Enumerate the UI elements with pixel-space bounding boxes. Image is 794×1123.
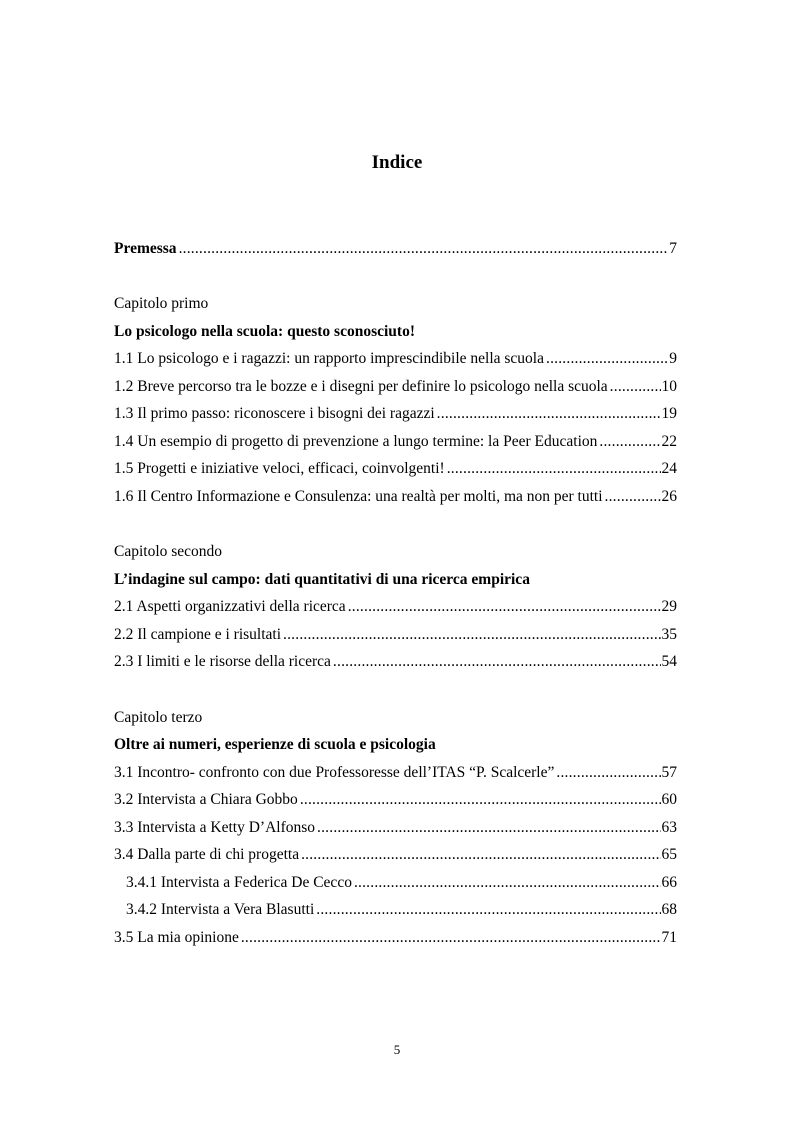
leader-dots [316, 899, 660, 921]
toc-entry-page: 9 [669, 350, 677, 367]
leader-dots [241, 927, 661, 949]
toc-entry-page: 71 [661, 929, 677, 946]
toc-entry[interactable] [114, 844, 677, 866]
toc-entry-label: 1.3 Il primo passo: riconoscere i bisogni dei ragazzi [114, 405, 435, 422]
toc-entry-label: 3.2 Intervista a Chiara Gobbo [114, 791, 298, 808]
chapter-title: Oltre ai numeri, esperienze di scuola e psicologia [114, 736, 436, 753]
toc-entry[interactable] [114, 348, 677, 370]
page-number: 5 [393, 1042, 401, 1057]
toc-entry[interactable] [114, 762, 677, 784]
toc-entry[interactable] [114, 651, 677, 673]
toc-entry-page: 66 [661, 874, 677, 891]
leader-dots [599, 431, 660, 453]
leader-dots [437, 403, 661, 425]
toc-entry-page: 65 [661, 846, 677, 863]
leader-dots [605, 486, 661, 508]
toc-entry-label: 1.6 Il Centro Informazione e Consulenza: una realtà per molti, ma non per tutti [114, 488, 603, 505]
toc-entry[interactable] [114, 431, 677, 453]
leader-dots [546, 348, 668, 370]
leader-dots [333, 651, 661, 673]
toc-subentry[interactable] [126, 872, 677, 894]
toc-entry[interactable] [114, 624, 677, 646]
toc-entry[interactable] [114, 789, 677, 811]
toc-entry-label: 1.4 Un esempio di progetto di prevenzione a lungo termine: la Peer Education [114, 433, 598, 450]
toc-subentry[interactable] [126, 899, 677, 921]
leader-dots [447, 458, 661, 480]
leader-dots [283, 624, 660, 646]
toc-entry[interactable] [114, 376, 677, 398]
toc-entry-page: 68 [661, 901, 677, 918]
toc-entry[interactable] [114, 927, 677, 949]
leader-dots [556, 762, 660, 784]
chapter-title: Lo psicologo nella scuola: questo sconosciuto! [114, 323, 415, 340]
toc-entry-label: 1.5 Progetti e iniziative veloci, efficaci, coinvolgenti! [114, 460, 445, 477]
chapter-label: Capitolo secondo [114, 543, 223, 560]
leader-dots [300, 789, 661, 811]
toc-entry-page: 22 [661, 433, 677, 450]
toc-entry-label: 1.1 Lo psicologo e i ragazzi: un rapporto imprescindibile nella scuola [114, 350, 544, 367]
toc-entry-label: 3.1 Incontro- confronto con due Professoresse dell’ITAS “P. Scalcerle” [114, 764, 555, 781]
toc-entry-label: 1.2 Breve percorso tra le bozze e i disegni per definire lo psicologo nella scuola [114, 378, 608, 395]
toc-entry-page: 60 [661, 791, 677, 808]
toc-entry-label: 2.3 I limiti e le risorse della ricerca [114, 653, 331, 670]
toc-entry[interactable] [114, 486, 677, 508]
leader-dots [354, 872, 661, 894]
toc-entry-label: 3.4.1 Intervista a Federica De Cecco [126, 874, 352, 891]
toc-entry[interactable] [114, 596, 677, 618]
toc-entry-page: 63 [661, 819, 677, 836]
toc-entry-label: 3.4.2 Intervista a Vera Blasutti [126, 901, 315, 918]
toc-entry-page: 19 [661, 405, 677, 422]
toc-entry-label: 3.4 Dalla parte di chi progetta [114, 846, 300, 863]
toc-entry-page: 10 [661, 378, 677, 395]
leader-dots [179, 238, 669, 260]
toc-entry-page: 35 [661, 626, 677, 643]
toc-entry-label: Premessa [114, 240, 177, 257]
toc-entry-page: 7 [669, 240, 677, 257]
chapter-title: L’indagine sul campo: dati quantitativi di una ricerca empirica [114, 571, 530, 588]
toc-entry-page: 54 [661, 653, 677, 670]
toc-entry-premessa[interactable] [114, 238, 677, 260]
toc-entry[interactable] [114, 458, 677, 480]
leader-dots [317, 817, 660, 839]
toc-entry-label: 2.1 Aspetti organizzativi della ricerca [114, 598, 346, 615]
chapter-label: Capitolo primo [114, 295, 209, 312]
toc-entry[interactable] [114, 817, 677, 839]
chapter-label: Capitolo terzo [114, 709, 203, 726]
toc-entry-page: 29 [661, 598, 677, 615]
leader-dots [301, 844, 660, 866]
toc-entry-label: 3.3 Intervista a Ketty D’Alfonso [114, 819, 316, 836]
toc-entry-page: 26 [661, 488, 677, 505]
leader-dots [348, 596, 661, 618]
toc-entry-page: 24 [661, 460, 677, 477]
toc-entry-label: 3.5 La mia opinione [114, 929, 239, 946]
toc-title: Indice [371, 152, 423, 173]
toc-entry[interactable] [114, 403, 677, 425]
toc-entry-label: 2.2 Il campione e i risultati [114, 626, 282, 643]
toc-entry-page: 57 [661, 764, 677, 781]
leader-dots [610, 376, 661, 398]
